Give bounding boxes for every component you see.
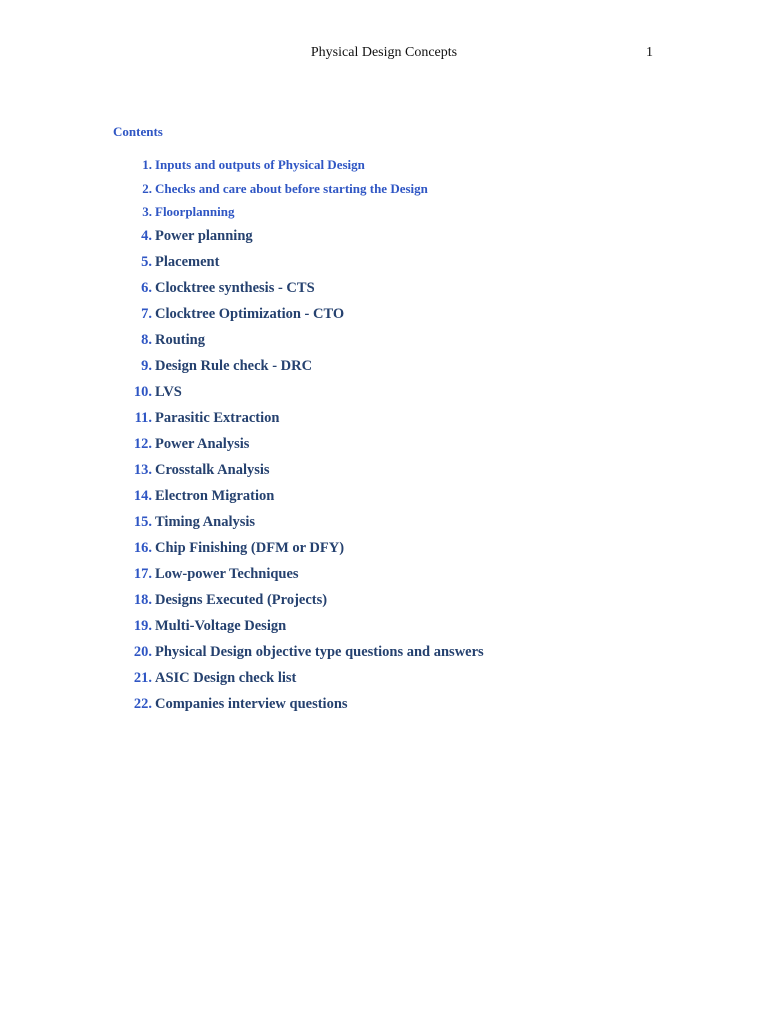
toc-entry-number: 7.: [141, 305, 152, 322]
toc-entry-label[interactable]: Routing: [155, 331, 205, 348]
toc-entry[interactable]: [113, 513, 484, 539]
toc-entry[interactable]: [113, 487, 484, 513]
toc-entry-number: 20.: [133, 643, 152, 660]
toc-entry[interactable]: [113, 180, 484, 204]
toc-entry[interactable]: [113, 253, 484, 279]
toc-entry-number: 16.: [133, 539, 152, 556]
toc-entry-label[interactable]: Clocktree Optimization - CTO: [155, 305, 345, 322]
toc-entry[interactable]: [113, 383, 484, 409]
toc-entry-label[interactable]: Physical Design objective type questions and answers: [155, 643, 484, 660]
toc-entry[interactable]: [113, 203, 484, 227]
toc-entry-number: 1.: [142, 157, 152, 172]
toc-entry-label[interactable]: Power Analysis: [155, 435, 250, 452]
toc-entry-number: 14.: [133, 487, 152, 504]
toc-entry-label[interactable]: Chip Finishing (DFM or DFY): [155, 539, 345, 556]
toc-entry-number: 19.: [133, 617, 152, 634]
toc-entry[interactable]: [113, 669, 484, 695]
toc-entry-label[interactable]: Inputs and outputs of Physical Design: [155, 157, 365, 172]
toc-entry-number: 4.: [141, 227, 152, 244]
toc-entry-label[interactable]: Timing Analysis: [155, 513, 256, 530]
toc-entry-label[interactable]: Electron Migration: [155, 487, 275, 504]
toc-entry-number: 8.: [141, 331, 152, 348]
toc-entry-number: 15.: [133, 513, 152, 530]
toc-entry-label[interactable]: Parasitic Extraction: [155, 409, 280, 426]
toc-entry-number: 5.: [141, 253, 152, 270]
toc-entry-label[interactable]: Checks and care about before starting the Design: [155, 180, 428, 196]
toc-entry[interactable]: [113, 643, 484, 669]
toc-entry[interactable]: [113, 156, 484, 180]
toc-entry-number: 12.: [133, 435, 152, 452]
toc-entry-number: 21.: [133, 669, 152, 686]
toc-entry-label[interactable]: ASIC Design check list: [155, 669, 297, 686]
toc-entry-number: 22.: [133, 695, 152, 712]
toc-entry-number: 2.: [142, 180, 152, 196]
toc-entry[interactable]: [113, 591, 484, 617]
running-header-title: Physical Design Concepts: [310, 45, 458, 60]
toc-entry[interactable]: [113, 695, 484, 721]
toc-entry-label[interactable]: Design Rule check - DRC: [155, 357, 313, 374]
toc-entry[interactable]: [113, 279, 484, 305]
toc-entry-label[interactable]: Companies interview questions: [155, 695, 348, 712]
page-number: 1: [646, 45, 653, 60]
toc-entry-number: 3.: [142, 204, 152, 219]
toc-entry-number: 13.: [133, 461, 152, 478]
toc-entry[interactable]: [113, 227, 484, 253]
toc-entry-number: 11.: [134, 409, 152, 426]
toc-entry-label[interactable]: LVS: [155, 383, 182, 400]
toc-entry-label[interactable]: Low-power Techniques: [155, 565, 299, 582]
toc-entry-number: 6.: [141, 279, 152, 296]
toc-entry-label[interactable]: Designs Executed (Projects): [155, 591, 328, 608]
toc-entry-label[interactable]: Clocktree synthesis - CTS: [155, 279, 315, 296]
toc-entry-label[interactable]: Power planning: [155, 227, 253, 244]
toc-entry[interactable]: [113, 409, 484, 435]
toc-entry[interactable]: [113, 565, 484, 591]
toc-entry-number: 9.: [141, 357, 152, 374]
toc-entry-number: 17.: [133, 565, 152, 582]
toc-entry[interactable]: [113, 357, 484, 383]
toc-entry-number: 18.: [133, 591, 152, 608]
toc-entry[interactable]: [113, 331, 484, 357]
toc-entry[interactable]: [113, 461, 484, 487]
toc-entry-label[interactable]: Floorplanning: [155, 204, 235, 219]
toc-entry[interactable]: [113, 617, 484, 643]
toc-heading: Contents: [113, 124, 163, 139]
toc-entry-label[interactable]: Crosstalk Analysis: [155, 461, 270, 478]
toc-entry[interactable]: [113, 305, 484, 331]
toc-entry-label[interactable]: Multi-Voltage Design: [155, 617, 287, 634]
toc-entry[interactable]: [113, 539, 484, 565]
toc-entry-number: 10.: [133, 383, 152, 400]
table-of-contents: [113, 156, 484, 721]
toc-entry-label[interactable]: Placement: [155, 253, 220, 270]
toc-entry[interactable]: [113, 435, 484, 461]
